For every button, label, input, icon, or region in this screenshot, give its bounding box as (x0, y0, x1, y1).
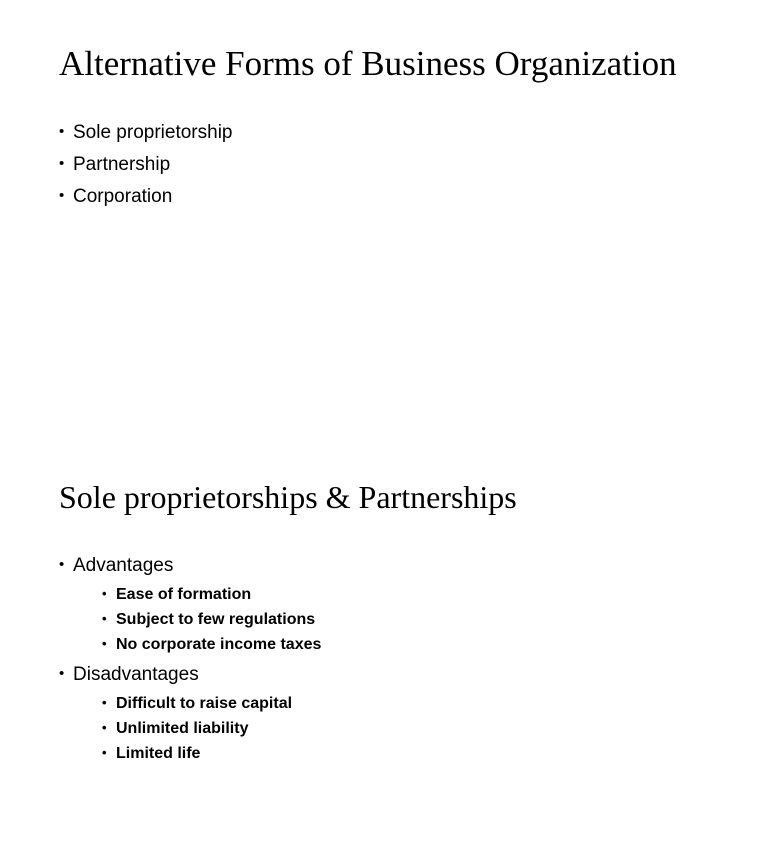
sub-bullet-text: No corporate income taxes (116, 636, 322, 653)
sub-bullet-item (102, 582, 321, 607)
sub-bullet-item (102, 607, 321, 632)
sub-bullet-text: Difficult to raise capital (116, 695, 293, 712)
group-label: Disadvantages (73, 664, 199, 685)
slide-title: Sole proprietorships & Partnerships (59, 479, 517, 515)
bullet-group-advantages (59, 550, 321, 657)
bullet-group-disadvantages (59, 659, 321, 766)
bullet-icon: • (102, 586, 107, 601)
bullet-icon: • (59, 187, 65, 204)
sub-bullet-text: Limited life (116, 745, 201, 762)
bullet-text: Sole proprietorship (73, 122, 233, 143)
bullet-icon: • (102, 636, 107, 651)
sub-bullet-item (102, 632, 321, 657)
group-label: Advantages (73, 555, 174, 576)
sub-bullet-text: Subject to few regulations (116, 611, 316, 628)
bullet-item (59, 149, 232, 181)
bullet-icon: • (102, 695, 107, 710)
slide-2 (0, 433, 768, 866)
bullet-list (59, 550, 321, 768)
bullet-icon: • (59, 556, 65, 573)
sub-bullet-list (73, 582, 321, 657)
sub-bullet-item (102, 741, 321, 766)
bullet-list (59, 117, 232, 213)
sub-bullet-text: Unlimited liability (116, 720, 249, 737)
sub-bullet-text: Ease of formation (116, 586, 252, 603)
sub-bullet-list (73, 691, 321, 766)
bullet-icon: • (102, 745, 107, 760)
bullet-icon: • (59, 155, 65, 172)
bullet-text: Partnership (73, 154, 171, 175)
bullet-item (59, 117, 232, 149)
bullet-item (59, 181, 232, 213)
sub-bullet-item (102, 716, 321, 741)
bullet-icon: • (59, 123, 65, 140)
bullet-icon: • (102, 611, 107, 626)
bullet-icon: • (59, 665, 65, 682)
slide-title: Alternative Forms of Business Organization (59, 44, 677, 83)
sub-bullet-item (102, 691, 321, 716)
bullet-icon: • (102, 720, 107, 735)
bullet-text: Corporation (73, 186, 173, 207)
